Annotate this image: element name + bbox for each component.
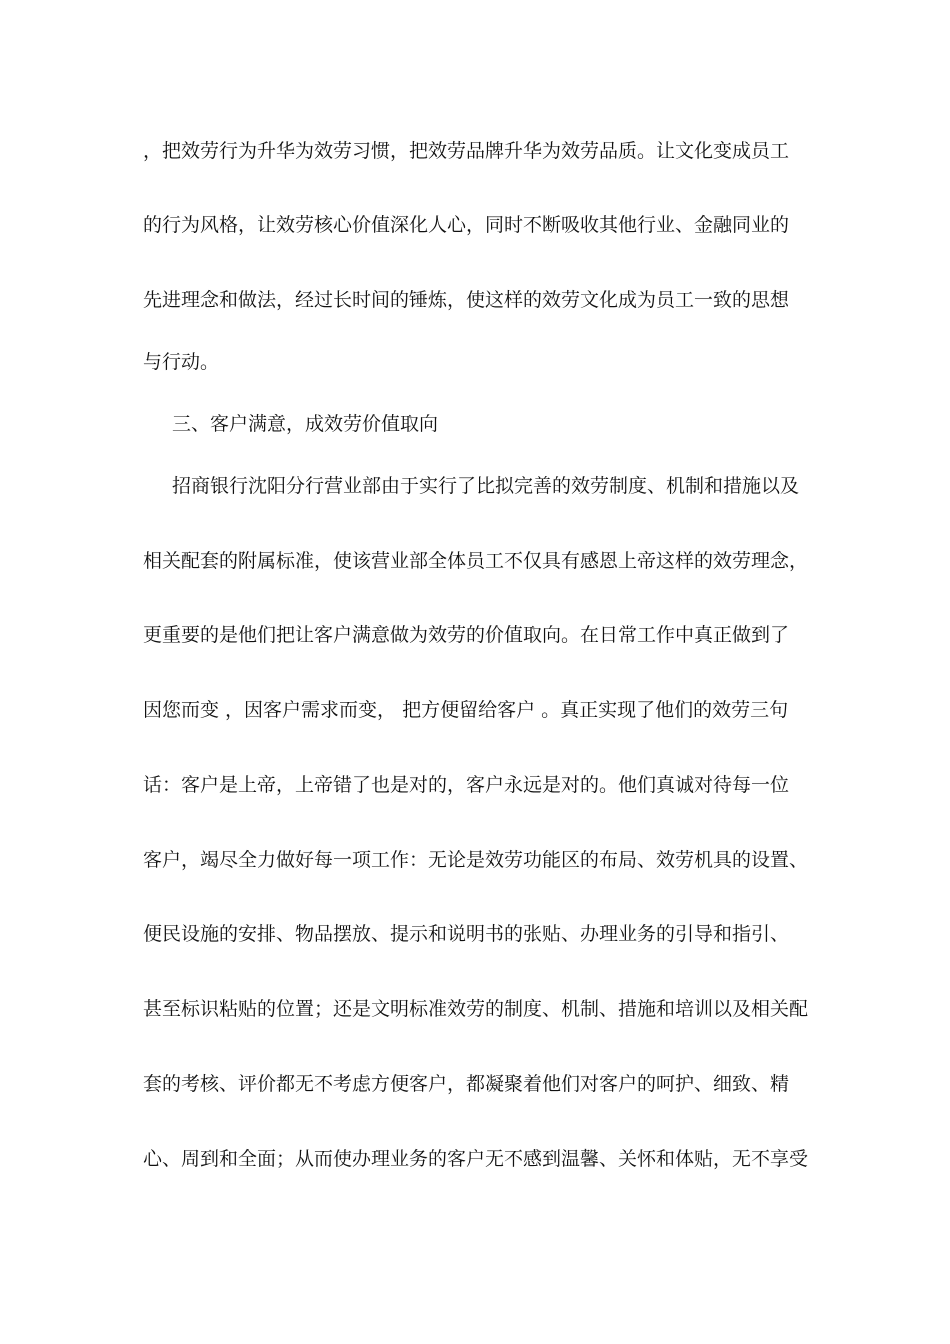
paragraph-2-line-1: 招商银行沈阳分行营业部由于实行了比拟完善的效劳制度、机制和措施以及 xyxy=(172,475,800,497)
paragraph-2-line-7: 便民设施的安排、物品摆放、提示和说明书的张贴、办理业务的引导和指引、 xyxy=(143,923,790,945)
paragraph-2-line-10: 心、周到和全面；从而使办理业务的客户无不感到温馨、关怀和体贴，无不享受 xyxy=(143,1148,809,1170)
paragraph-1-line-3: 先进理念和做法，经过长时间的锤炼，使这样的效劳文化成为员工一致的思想 xyxy=(143,289,790,311)
paragraph-1-line-2: 的行为风格，让效劳核心价值深化人心，同时不断吸收其他行业、金融同业的 xyxy=(143,214,790,236)
paragraph-2-line-4: 因您而变 ，因客户需求而变， 把方便留给客户 。真正实现了他们的效劳三句 xyxy=(143,699,789,721)
paragraph-2-line-3: 更重要的是他们把让客户满意做为效劳的价值取向。在日常工作中真正做到了 xyxy=(143,624,790,646)
section-heading: 三、客户满意，成效劳价值取向 xyxy=(172,413,439,435)
paragraph-2-line-5: 话：客户是上帝，上帝错了也是对的，客户永远是对的。他们真诚对待每一位 xyxy=(143,774,790,796)
paragraph-2-line-2: 相关配套的附属标准，使该营业部全体员工不仅具有感恩上帝这样的效劳理念， xyxy=(143,550,809,572)
paragraph-2-line-8: 甚至标识粘贴的位置；还是文明标准效劳的制度、机制、措施和培训以及相关配 xyxy=(143,998,809,1020)
paragraph-1-line-1: ，把效劳行为升华为效劳习惯，把效劳品牌升华为效劳品质。让文化变成员工 xyxy=(143,140,790,162)
paragraph-2-line-9: 套的考核、评价都无不考虑方便客户，都凝聚着他们对客户的呵护、细致、精 xyxy=(143,1073,790,1095)
paragraph-2-line-6: 客户，竭尽全力做好每一项工作：无论是效劳功能区的布局、效劳机具的设置、 xyxy=(143,849,809,871)
paragraph-1-line-4: 与行动。 xyxy=(143,351,220,373)
